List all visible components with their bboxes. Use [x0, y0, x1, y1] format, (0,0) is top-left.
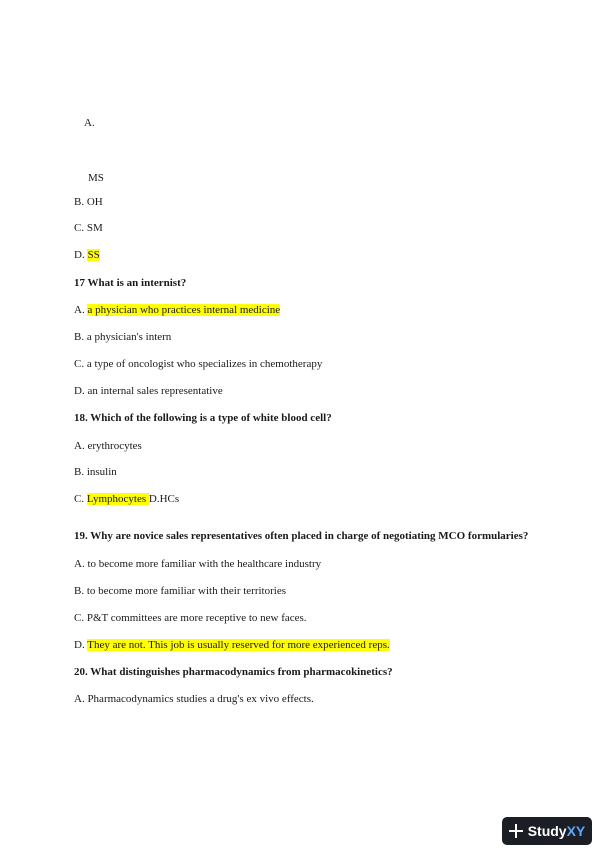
option-d-inline: D.HCs: [148, 493, 180, 505]
q20-option-a: A. Pharmacodynamics studies a drug's ex vivo effects.: [74, 693, 314, 705]
studyxy-badge[interactable]: [502, 817, 592, 845]
q19-option-b: B. to become more familiar with their territories: [74, 585, 286, 597]
q18-option-c: [74, 492, 179, 506]
q19-option-d: [74, 638, 390, 652]
option-prefix: C.: [74, 493, 87, 505]
highlighted-answer: a physician who practices internal medicine: [87, 304, 281, 316]
q19-option-a: A. to become more familiar with the healthcare industry: [74, 558, 322, 570]
question-19: 19. Why are novice sales representatives often placed in charge of negotiating MCO formularies?: [74, 530, 529, 542]
q19-option-c: C. P&T committees are more receptive to new faces.: [74, 612, 307, 624]
brand-name: [528, 823, 586, 839]
q17-option-b: B. a physician's intern: [74, 331, 172, 343]
highlighted-answer: They are not. This job is usually reserved for more experienced reps.: [87, 639, 390, 651]
q17-option-d: D. an internal sales representative: [74, 385, 223, 397]
q17-option-a: [74, 303, 280, 317]
highlighted-answer: SS: [87, 249, 100, 261]
brand-name-part2: XY: [566, 823, 586, 839]
option-prefix: D.: [74, 249, 88, 261]
question-17: 17 What is an internist?: [74, 277, 187, 289]
option-c-sm: C. SM: [74, 222, 103, 234]
brand-name-part1: Study: [527, 823, 567, 839]
q18-option-b: B. insulin: [74, 466, 117, 478]
option-prefix: D.: [74, 639, 88, 651]
q17-option-c: C. a type of oncologist who specializes in chemotherapy: [74, 358, 323, 370]
option-d-ss: [74, 248, 100, 262]
option-prefix: A.: [74, 304, 88, 316]
option-ms: MS: [88, 172, 104, 184]
q18-option-a: A. erythrocytes: [74, 440, 142, 452]
question-20: 20. What distinguishes pharmacodynamics from pharmacokinetics?: [74, 666, 393, 678]
question-18: 18. Which of the following is a type of white blood cell?: [74, 412, 332, 424]
option-a-label: A.: [84, 117, 95, 129]
highlighted-answer: Lymphocytes: [86, 493, 149, 505]
plus-icon: [509, 824, 523, 838]
option-b-oh: B. OH: [74, 196, 103, 208]
